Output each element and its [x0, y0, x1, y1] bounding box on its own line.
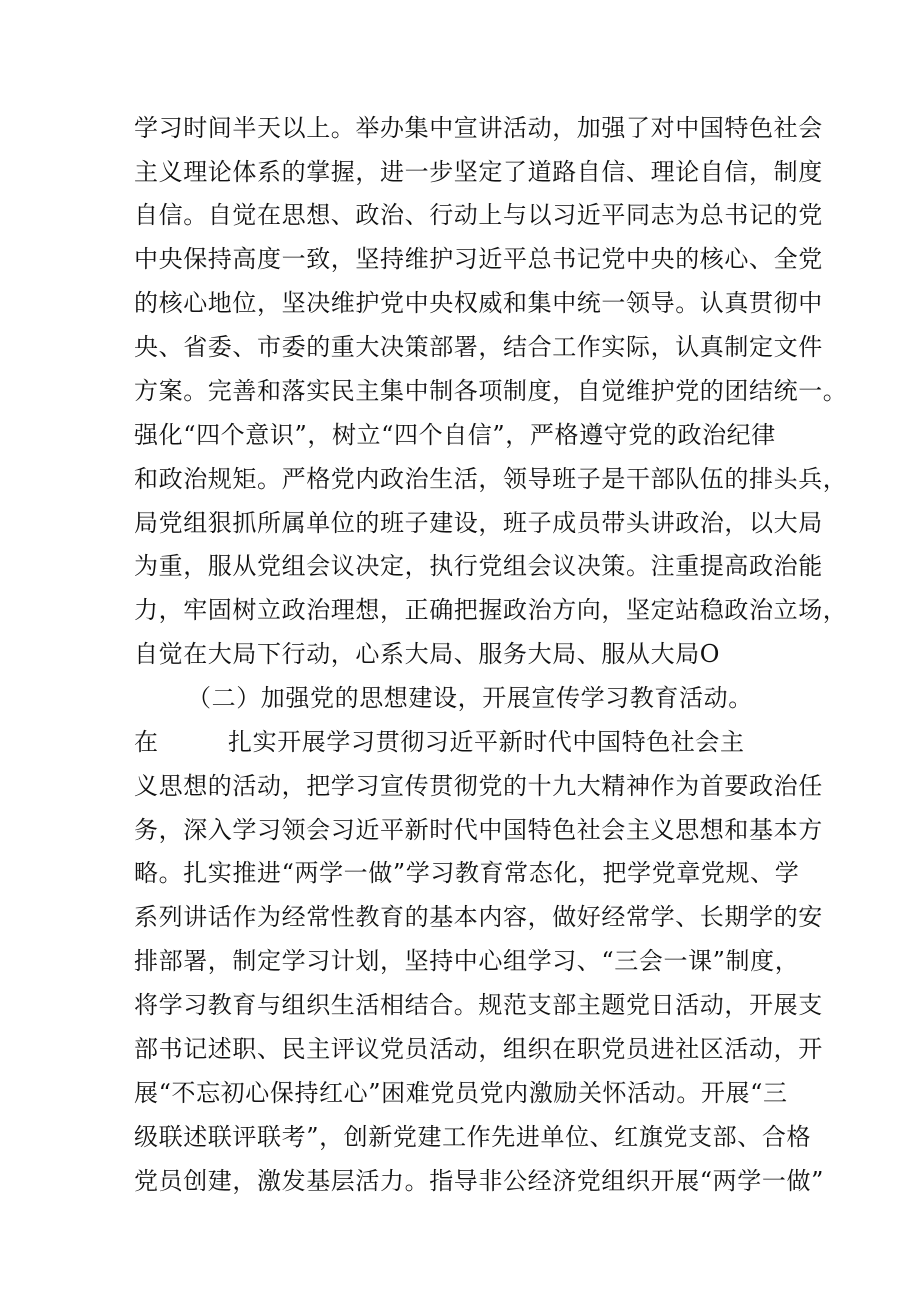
body-text-line: 和政治规矩。严格党内政治生活，领导班子是干部队伍的排头兵，	[134, 465, 848, 493]
body-text-line: 主义理论体系的掌握，进一步坚定了道路自信、理论自信，制度	[134, 158, 823, 186]
body-text-line: 系列讲话作为经常性教育的基本内容，做好经常学、长期学的安	[134, 903, 823, 931]
body-text-line: 央、省委、市委的重大决策部署，结合工作实际，认真制定文件	[134, 333, 823, 361]
body-text-line: 党员创建，激发基层活力。指导非公经济党组织开展“两学一做”	[134, 1167, 824, 1195]
body-text-line: 强化“四个意识”，树立“四个自信”，严格遵守党的政治纪律	[134, 421, 776, 449]
body-text-line: 级联述联评联考”，创新党建工作先进单位、红旗党支部、合格	[134, 1123, 812, 1151]
body-text-line: 略。扎实推进“两学一做”学习教育常态化，把学党章党规、学	[134, 859, 800, 887]
body-text-line: 排部署，制定学习计划，坚持中心组学习、“三会一课”制度，	[134, 947, 800, 975]
body-text-line: 自觉在大局下行动，心系大局、服务大局、服从大局O	[134, 640, 721, 668]
body-text-line: 部书记述职、民主评议党员活动，组织在职党员进社区活动，开	[134, 1035, 823, 1063]
body-text-line: 中央保持高度一致，坚持维护习近平总书记党中央的核心、全党	[134, 245, 823, 273]
body-text-line: 力，牢固树立政治理想，正确把握政治方向，坚定站稳政治立场，	[134, 596, 848, 624]
body-text-line: 在	[134, 728, 159, 756]
body-text-line: 展“不忘初心保持红心”困难党员党内激励关怀活动。开展“三	[134, 1079, 788, 1107]
body-text-line: 的核心地位，坚决维护党中央权威和集中统一领导。认真贯彻中	[134, 289, 823, 317]
body-text-line: 扎实开展学习贯彻习近平新时代中国特色社会主	[228, 728, 745, 756]
body-text-line: 务，深入学习领会习近平新时代中国特色社会主义思想和基本方	[134, 816, 823, 844]
body-text-line: 方案。完善和落实民主集中制各项制度，自觉维护党的团结统一。	[134, 377, 848, 405]
section-heading: （二）加强党的思想建设，开展宣传学习教育活动。	[187, 684, 753, 712]
body-text-line: 自信。自觉在思想、政治、行动上与以习近平同志为总书记的党	[134, 201, 823, 229]
body-text-line: 将学习教育与组织生活相结合。规范支部主题党日活动，开展支	[134, 991, 823, 1019]
body-text-line: 义思想的活动，把学习宣传贯彻党的十九大精神作为首要政治任	[134, 772, 823, 800]
body-text-line: 为重，服从党组会议决定，执行党组会议决策。注重提高政治能	[134, 552, 823, 580]
body-text-line: 局党组狠抓所属单位的班子建设，班子成员带头讲政治，以大局	[134, 509, 823, 537]
body-text-line: 学习时间半天以上。举办集中宣讲活动，加强了对中国特色社会	[134, 114, 823, 142]
